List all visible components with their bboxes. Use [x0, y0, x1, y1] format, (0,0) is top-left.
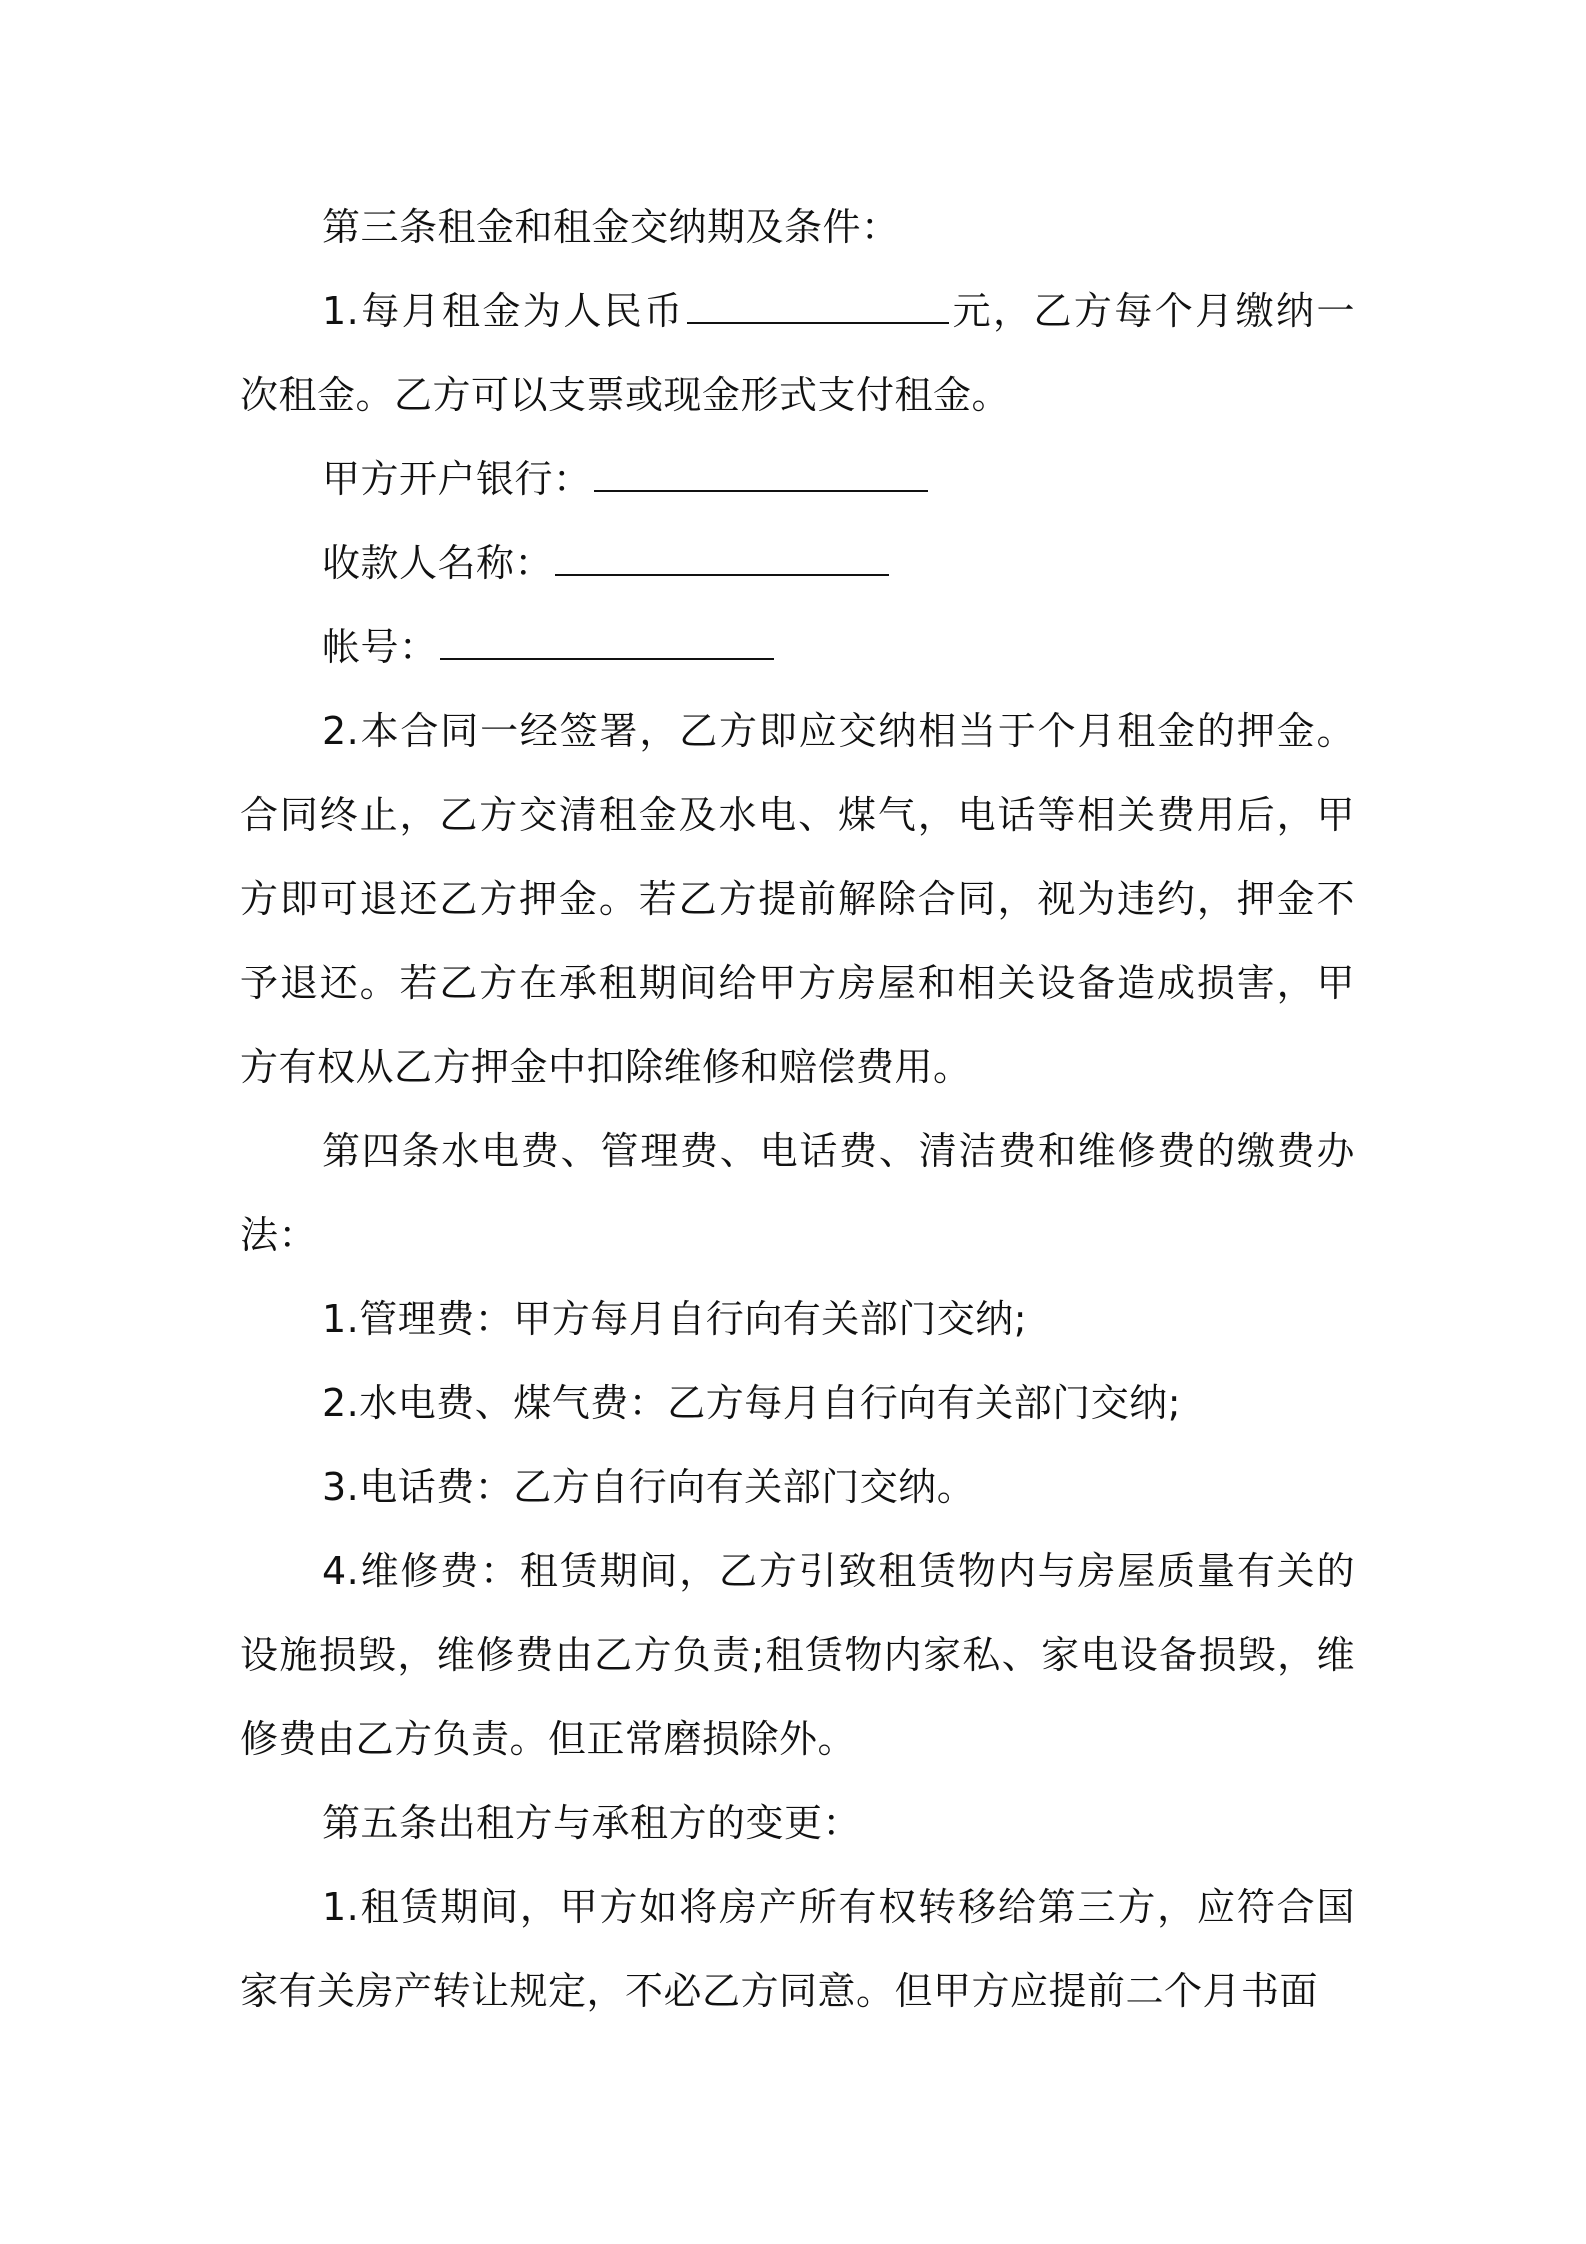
account-field — [240, 605, 1355, 689]
rent-amount-suffix: 元，乙方每个月缴纳一次租金。乙方可以支票或现金形式支付租金。 — [240, 289, 1355, 417]
payee-field — [240, 521, 1355, 605]
contract-body — [240, 185, 1355, 2033]
article-5-heading: 第五条出租方与承租方的变更： — [322, 1801, 862, 1845]
payee-blank — [555, 573, 889, 576]
payee-label: 收款人名称： — [322, 541, 554, 585]
article-4-heading: 第四条水电费、管理费、电话费、清洁费和维修费的缴费办法： — [240, 1129, 1355, 1257]
bank-blank — [594, 489, 928, 492]
article-4-item-3: 3.电话费：乙方自行向有关部门交纳。 — [322, 1465, 976, 1509]
article-3-heading: 第三条租金和租金交纳期及条件： — [322, 205, 900, 249]
bank-field — [240, 437, 1355, 521]
article-5-item-1: 1.租赁期间，甲方如将房产所有权转移给第三方，应符合国家有关房产转让规定，不必乙方同意。但甲方应提前二个月书面 — [240, 1885, 1355, 2013]
article-3-item-1 — [240, 269, 1355, 437]
article-4-item-1: 1.管理费：甲方每月自行向有关部门交纳; — [322, 1297, 1028, 1341]
account-label: 帐号： — [322, 625, 438, 669]
article-4-item-4: 4.维修费：租赁期间，乙方引致租赁物内与房屋质量有关的设施损毁，维修费由乙方负责;租赁物内家私、家电设备损毁，维修费由乙方负责。但正常磨损除外。 — [240, 1549, 1355, 1761]
rent-amount-blank — [687, 321, 949, 324]
bank-label: 甲方开户银行： — [322, 457, 592, 501]
account-blank — [440, 657, 774, 660]
article-4-item-2: 2.水电费、煤气费：乙方每月自行向有关部门交纳; — [322, 1381, 1182, 1425]
article-3-item-2: 2.本合同一经签署，乙方即应交纳相当于个月租金的押金。合同终止，乙方交清租金及水电、煤气，电话等相关费用后，甲方即可退还乙方押金。若乙方提前解除合同，视为违约，押金不予退还。若乙方在承租期间给甲方房屋和相关设备造成损害，甲方有权从乙方押金中扣除维修和赔偿费用。 — [240, 709, 1355, 1089]
rent-amount-prefix: 1.每月租金为人民币 — [322, 289, 685, 333]
